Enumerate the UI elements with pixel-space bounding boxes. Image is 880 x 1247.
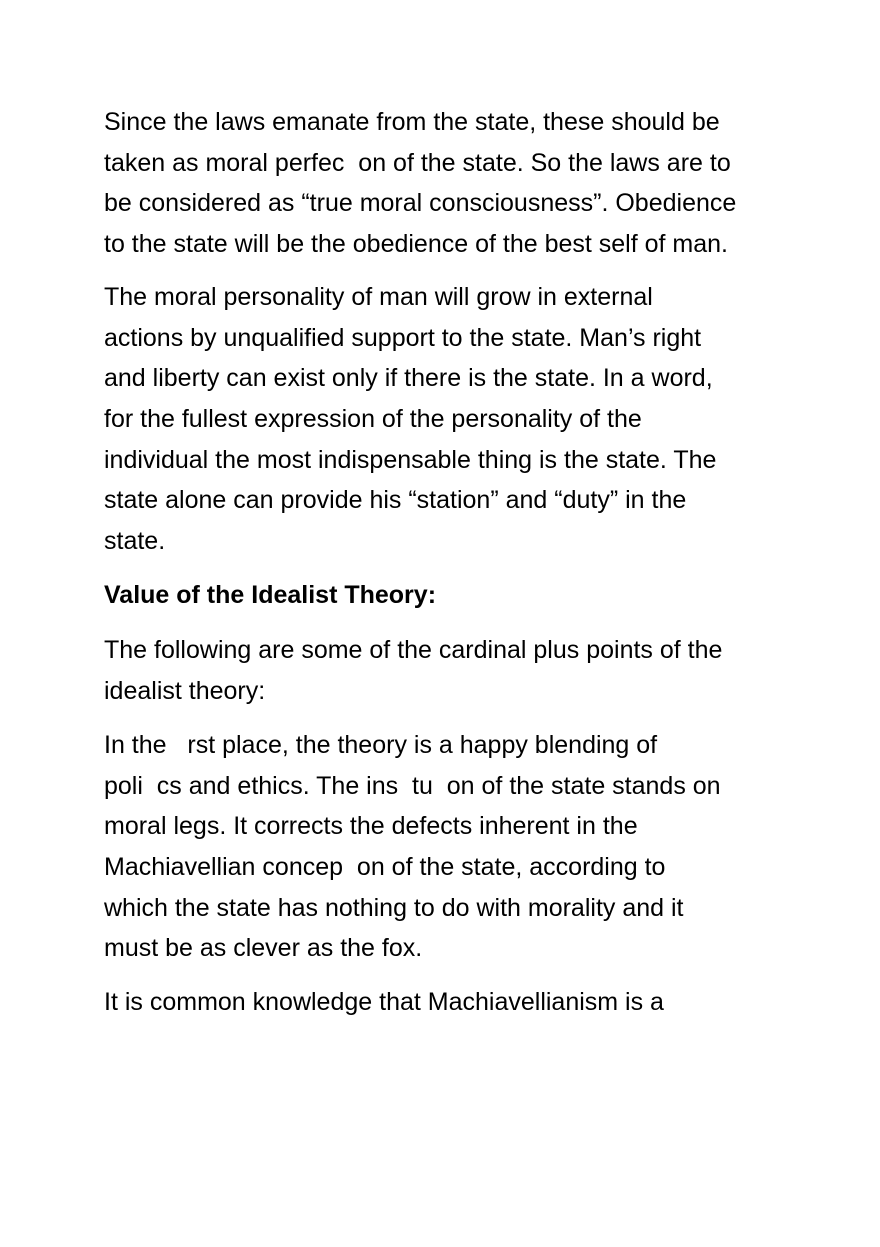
text-line: state. — [104, 527, 166, 556]
text-line: must be as clever as the fox. — [104, 934, 423, 963]
text-line: Since the laws emanate from the state, these should be — [104, 108, 720, 136]
text-line: taken as moral perfec on of the state. So the laws are to — [104, 148, 731, 177]
text-line: poli cs and ethics. The ins tu on of the state stands on — [104, 771, 721, 800]
paragraph-first-place — [104, 725, 804, 969]
text-line: to the state will be the obedience of the best self of man. — [104, 230, 728, 259]
text-line: In the rst place, the theory is a happy blending of — [104, 731, 658, 759]
text-line: actions by unqualified support to the state. Man’s right — [104, 323, 702, 352]
text-line: for the fullest expression of the personality of the — [104, 405, 642, 434]
text-line: and liberty can exist only if there is the state. In a word, — [104, 364, 713, 393]
text-line: which the state has nothing to do with morality and it — [104, 893, 684, 922]
paragraph-machiavellianism — [104, 982, 804, 1023]
text-line: be considered as “true moral consciousness”. Obedience — [104, 189, 737, 218]
text-line: Machiavellian concep on of the state, according to — [104, 853, 666, 882]
section-heading — [104, 575, 804, 616]
text-line: idealist theory: — [104, 676, 266, 705]
text-line: The moral personality of man will grow in external — [104, 283, 653, 311]
heading-value-of-idealist-theory: Value of the Idealist Theory: — [104, 581, 437, 609]
text-line: moral legs. It corrects the defects inherent in the — [104, 812, 638, 841]
text-line: It is common knowledge that Machiavellianism is a — [104, 988, 664, 1016]
paragraph-laws-moral-perfection — [104, 102, 804, 265]
paragraph-cardinal-points — [104, 630, 804, 711]
text-line: individual the most indispensable thing is the state. The — [104, 445, 717, 474]
text-line: The following are some of the cardinal plus points of the — [104, 636, 723, 664]
paragraph-moral-personality — [104, 277, 804, 562]
text-line: state alone can provide his “station” and “duty” in the — [104, 486, 687, 515]
